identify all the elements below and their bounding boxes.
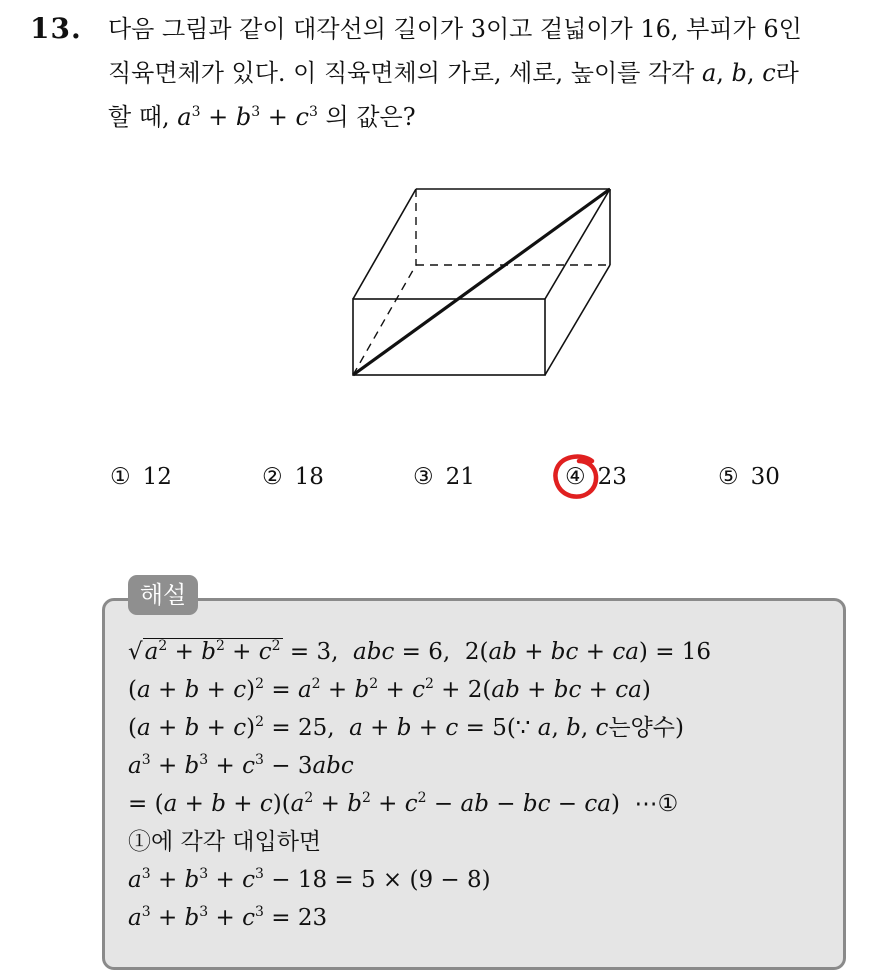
solution-step-2: $(a + b + c)^2 = a^2 + b^2 + c^2 + 2(ab$ + bc + ca) <box>128 676 651 703</box>
var-c: c <box>762 59 776 87</box>
question-line-3: 할 때, $a^3 + b^3 + c^3$ 의 값은? <box>108 103 416 131</box>
answer-circle-mark <box>552 452 602 500</box>
question-line-3-suffix: 의 값은? <box>317 103 416 131</box>
solution-step-8: $a^3 + b^3 + c^3 = 23$ <box>128 904 328 931</box>
question-line-1: 다음 그림과 같이 대각선의 길이가 3이고 겉넓이가 16, 부피가 6인 <box>108 15 802 43</box>
solution-step-5-ref: ① <box>657 791 679 817</box>
choice-5[interactable]: ⑤ 30 <box>718 464 780 490</box>
choice-4[interactable]: ④ 23 <box>565 464 627 490</box>
solution-step-5: = $(a + b + c)(a^2 + b^2 + c^2$ − ab − bc − ca) ⋯① <box>128 790 679 817</box>
solution-step-1: $√a^2 + b^2 + c^2 = 3$, abc = 6, 2(ab + bc + ca) = 16 <box>128 638 712 665</box>
solution-tab: 해설 <box>128 575 198 615</box>
solution-step-3-note: 는양수 <box>608 715 675 741</box>
question-line-2-end: 라 <box>775 59 799 87</box>
cuboid-figure <box>340 180 630 390</box>
choice-2[interactable]: ② 18 <box>262 464 324 490</box>
choice-3[interactable]: ③ 21 <box>413 464 475 490</box>
space-diagonal <box>353 189 610 375</box>
solution-step-3: $(a + b + c)^2 = 25$, a + b + c = 5(∵ a, b, c는양수) <box>128 714 684 741</box>
choice-1[interactable]: ① 12 <box>110 464 172 490</box>
var-a: a <box>701 59 717 87</box>
front-face <box>353 299 545 375</box>
solution-step-6: ①에 각각 대입하면 <box>128 829 322 855</box>
question-line-2: 직육면체가 있다. 이 직육면체의 가로, 세로, 높이를 각각 a, b, c라 <box>108 59 799 87</box>
solution-step-4: $a^3 + b^3 + c^3 - 3abc$ <box>128 752 354 779</box>
answer-choices <box>0 458 884 498</box>
question-line-3-prefix: 할 때, <box>108 103 178 131</box>
question-number: 13. <box>30 12 82 45</box>
question-line-2-text: 직육면체가 있다. 이 직육면체의 가로, 세로, 높이를 각각 <box>108 59 702 87</box>
solution-step-7: $a^3 + b^3 + c^3 - 18 = 5 \times (9 - 8)$ <box>128 866 491 893</box>
var-b: b <box>731 59 747 87</box>
